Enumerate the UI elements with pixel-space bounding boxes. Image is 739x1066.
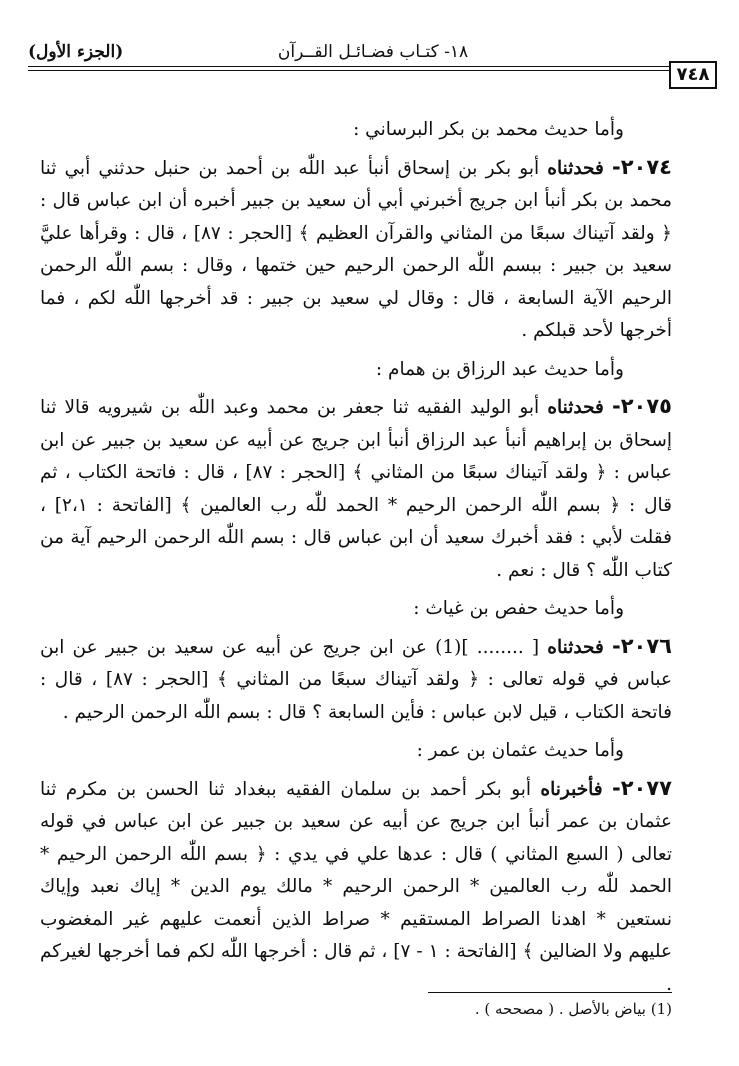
hadith-number: ٢٠٧٥- xyxy=(611,394,672,418)
page-header xyxy=(28,38,718,66)
page-body xyxy=(40,108,672,1001)
hadith-text: أبو بكر بن إسحاق أنبأ عبد اللّٰه بن أحمد بن حنبل حدثني أبي ثنا محمد بن بكر أنبأ ابن جريج أخبرني أبي أن سعيد بن جبير أخبره أن ابن عباس قال : ﴿ ولقد آتيناك سبعًا من المثاني والقرآن العظيم ﴾ [الحجر : ٨٧] ، قال : وقرأها عليَّ سعيد بن جبير : ببسم اللّٰه الرحمن الرحيم حين ختمها ، وقال : بسم اللّٰه الرحمن الرحيم الآية السابعة ، قال : وقال لي سعيد بن جبير : قد أخرجها اللّٰه لكم ، فما أخرجها لأحد قبلكم . xyxy=(40,157,672,341)
page-number: ٧٤٨ xyxy=(669,61,717,89)
footnote-text: بياض بالأصل . ( مصححه ) . xyxy=(474,1000,646,1018)
section-heading: وأما حديث عثمان بن عمر : xyxy=(416,740,624,761)
footnote-rule xyxy=(428,992,672,993)
narration-verb: فحدثناه xyxy=(547,397,604,418)
hadith-paragraph xyxy=(40,390,672,587)
part-label: (الجزء الأول) xyxy=(28,42,124,62)
hadith-paragraph xyxy=(40,151,672,348)
header-rule-double xyxy=(28,70,669,71)
hadith-number: ٢٠٧٦- xyxy=(612,633,672,658)
footnote xyxy=(380,1000,672,1018)
hadith-paragraph xyxy=(40,630,672,730)
section-heading: وأما حديث عبد الرزاق بن همام : xyxy=(375,358,624,380)
header-rule xyxy=(28,66,669,67)
hadith-number: ٢٠٧٧- xyxy=(611,775,672,800)
narration-verb: فأخبرناه xyxy=(540,778,603,800)
narration-verb: فحدثناه xyxy=(547,636,604,658)
hadith-number: ٢٠٧٤- xyxy=(611,154,672,179)
hadith-text: أبو الوليد الفقيه ثنا جعفر بن محمد وعبد اللّٰه بن شيرويه قالا ثنا إسحاق بن إبراهيم أنبأ عبد الرزاق أنبأ ابن جريج عن أبيه عن سعيد بن جبير عن ابن عباس : ﴿ ولقد آتيناك سبعًا من المثاني ﴾ [الحجر : ٨٧] ، قال : فاتحة الكتاب ، ثم قال : ﴿ بسم اللّٰه الرحمن الرحيم * الحمد للّٰه رب العالمين ﴾ [الفاتحة : ٢،١] ، فقلت لأبي : فقد أخبرك سعيد أن ابن عباس قال : بسم اللّٰه الرحمن الرحيم آية من كتاب اللّٰه ؟ قال : نعم . xyxy=(40,397,672,581)
hadith-text: أبو بكر أحمد بن سلمان الفقيه ببغداد ثنا الحسن بن مكرم ثنا عثمان بن عمر أنبأ ابن جريج عن أبيه عن سعيد بن جبير عن ابن عباس في قوله تعالى ( السبع المثاني ) قال : عدها علي في يدي : ﴿ بسم اللّٰه الرحمن الرحيم * الحمد للّٰه رب العالمين * الرحمن الرحيم * مالك يوم الدين * إياك نعبد وإياك نستعين * اهدنا الصراط المستقيم * صراط الذين أنعمت عليهم غير المغضوب عليهم ولا الضالين ﴾ [الفاتحة : ١ - ٧] ، ثم قال : أخرجها اللّٰه لكم فما أخرجها لغيركم . xyxy=(40,778,673,995)
section-heading: وأما حديث محمد بن بكر البرساني : xyxy=(353,119,624,140)
chapter-title: ١٨- كتـاب فضـائـل القــرآن xyxy=(277,42,469,62)
section-heading: وأما حديث حفص بن غياث : xyxy=(413,598,624,619)
hadith-paragraph xyxy=(40,772,672,1002)
narration-verb: فحدثناه xyxy=(547,157,604,179)
hadith-text: [ ........ ](1) عن ابن جريج عن أبيه عن سعيد بن جبير عن ابن عباس في قوله تعالى : ﴿ ولقد آتيناك سبعًا من المثاني ﴾ [الحجر : ٨٧] ، قال : فاتحة الكتاب ، قيل لابن عباس : فأين السابعة ؟ قال : بسم اللّٰه الرحمن الرحيم . xyxy=(40,636,672,723)
footnote-marker: (1) xyxy=(650,1000,672,1018)
